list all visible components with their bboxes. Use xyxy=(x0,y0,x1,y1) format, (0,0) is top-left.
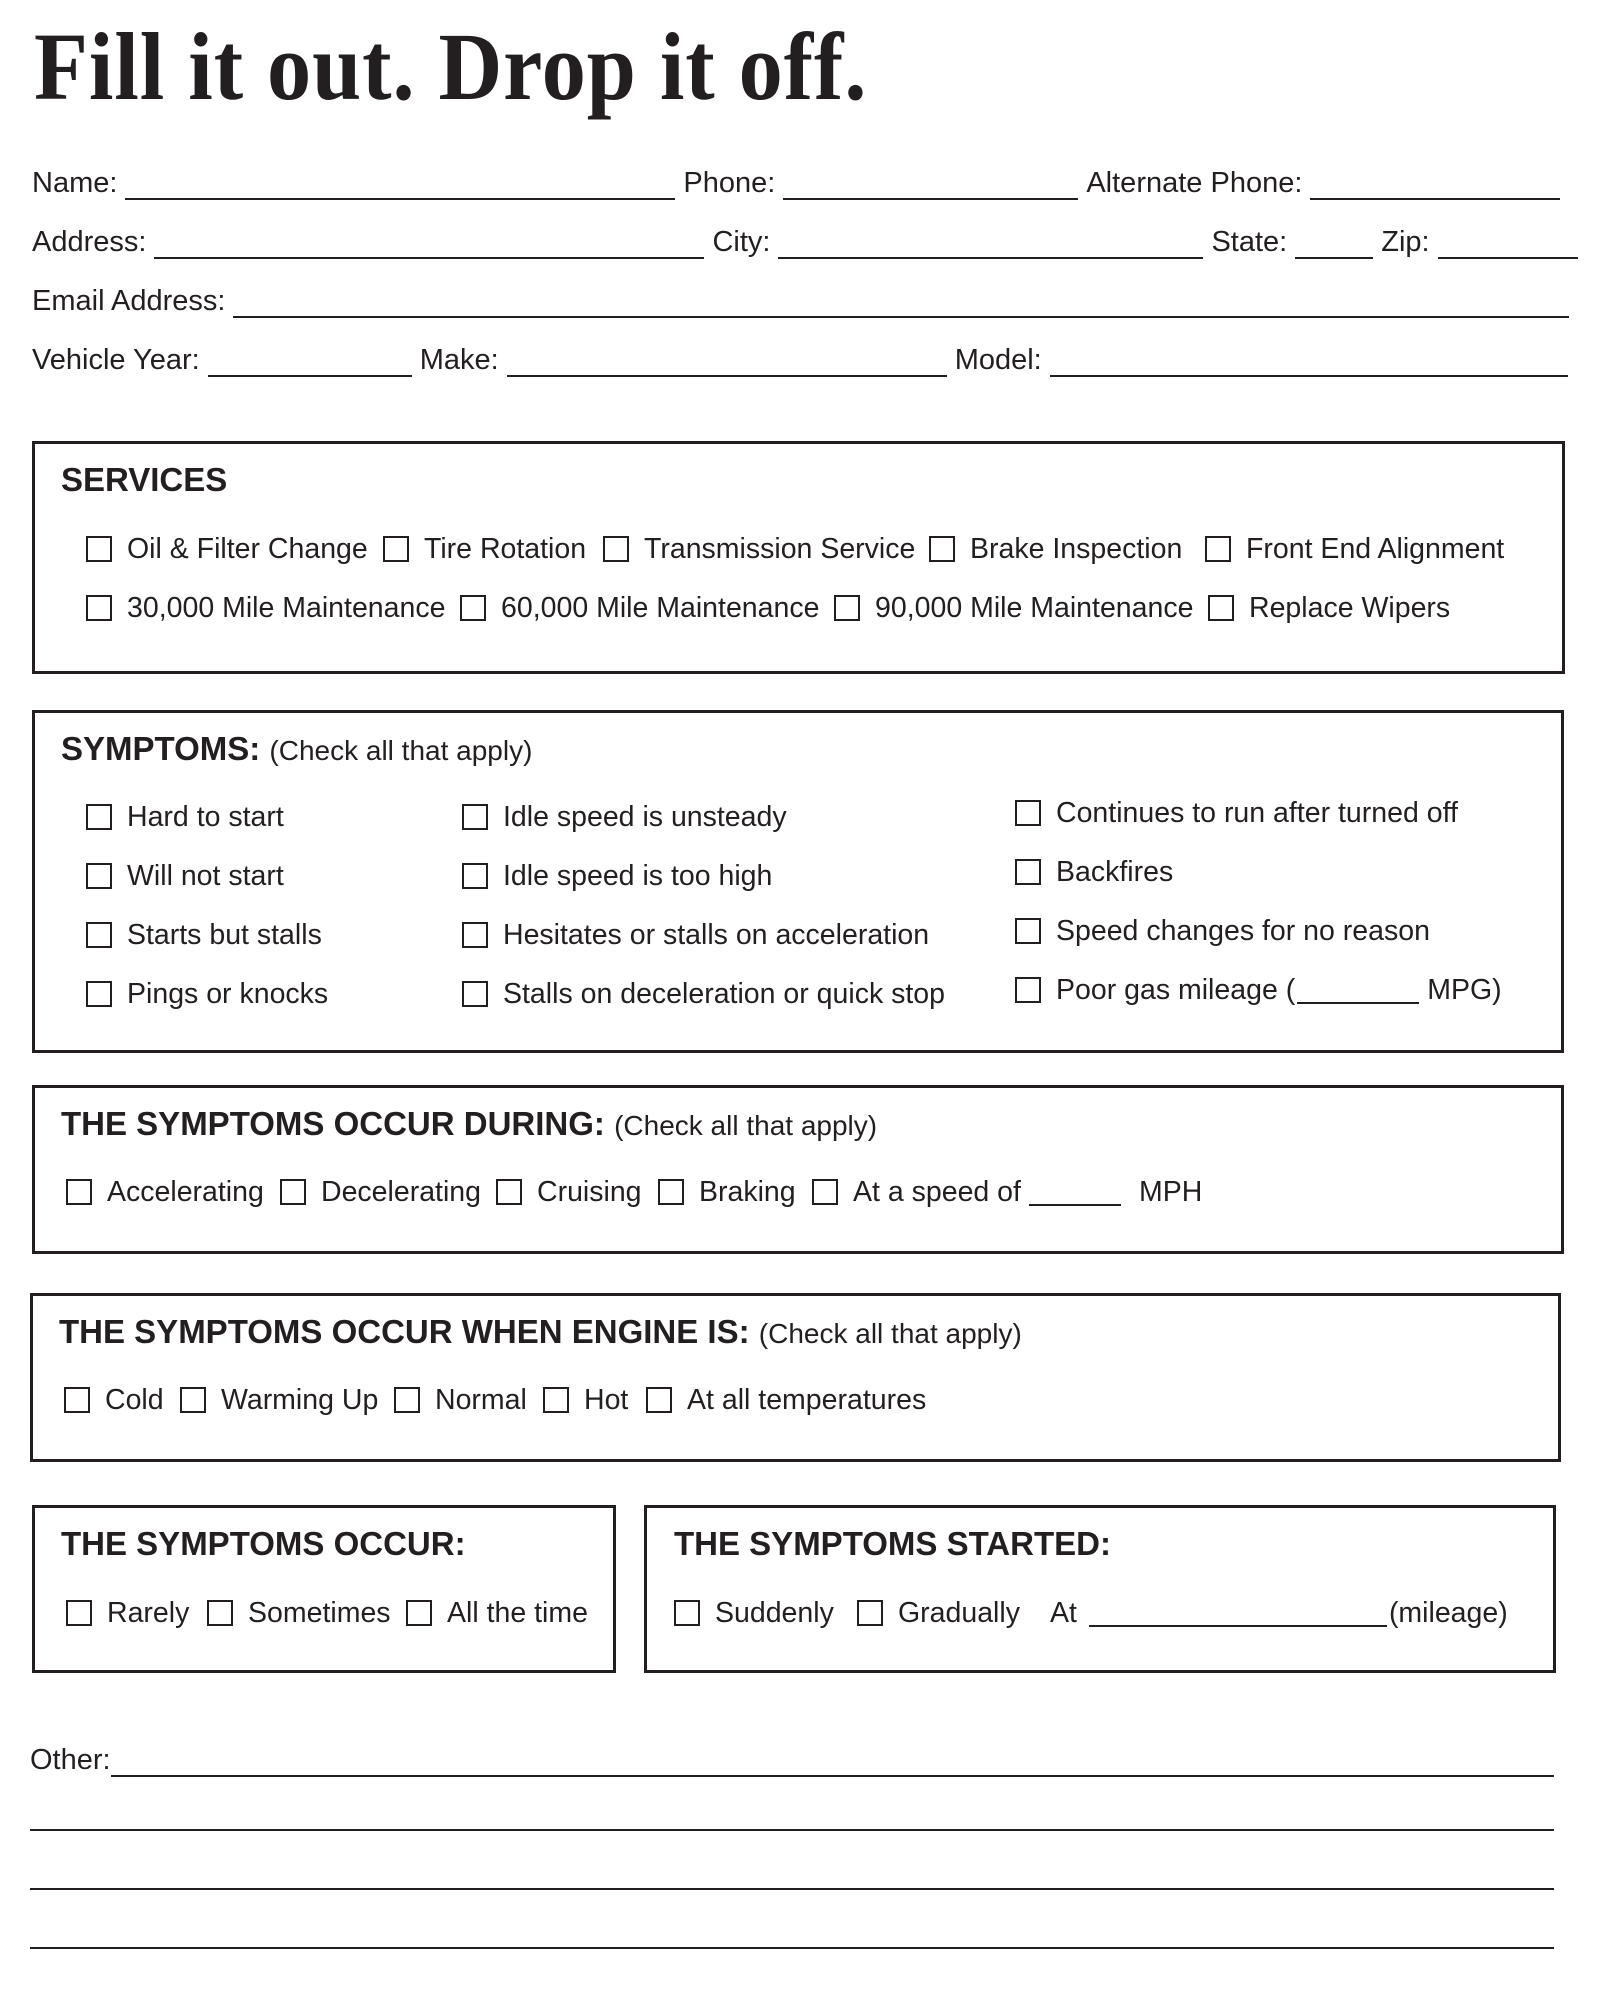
checkbox[interactable] xyxy=(603,536,629,562)
checkbox[interactable] xyxy=(86,863,112,889)
form-title: Fill it out. Drop it off. xyxy=(34,13,868,120)
other-line-2[interactable] xyxy=(30,1829,1554,1831)
checkbox[interactable] xyxy=(86,536,112,562)
service-transmission[interactable]: Transmission Service xyxy=(603,533,915,565)
mpg-field[interactable] xyxy=(1297,976,1419,1004)
other-row xyxy=(30,1743,1554,1777)
city-field[interactable] xyxy=(778,227,1203,259)
symptom-pings-or-knocks[interactable]: Pings or knocks xyxy=(86,978,328,1010)
service-replace-wipers[interactable]: Replace Wipers xyxy=(1208,592,1450,624)
checkbox[interactable] xyxy=(1208,595,1234,621)
make-field[interactable] xyxy=(507,345,947,377)
contact-row-1 xyxy=(32,166,1568,200)
checkbox[interactable] xyxy=(462,804,488,830)
engine-normal[interactable]: Normal xyxy=(394,1384,527,1416)
city-label: City: xyxy=(712,226,771,258)
started-at-mileage: At (mileage) xyxy=(1050,1597,1508,1629)
checkbox[interactable] xyxy=(834,595,860,621)
engine-cold[interactable]: Cold xyxy=(64,1384,164,1416)
symptom-idle-unsteady[interactable]: Idle speed is unsteady xyxy=(462,801,787,833)
service-tire-rotation[interactable]: Tire Rotation xyxy=(383,533,586,565)
email-field[interactable] xyxy=(233,286,1569,318)
checkbox[interactable] xyxy=(406,1600,432,1626)
service-brake-inspection[interactable]: Brake Inspection xyxy=(929,533,1182,565)
checkbox[interactable] xyxy=(280,1179,306,1205)
during-cruising[interactable]: Cruising xyxy=(496,1176,642,1208)
checkbox[interactable] xyxy=(462,981,488,1007)
started-suddenly[interactable]: Suddenly xyxy=(674,1597,834,1629)
symptom-will-not-start[interactable]: Will not start xyxy=(86,860,284,892)
checkbox[interactable] xyxy=(86,804,112,830)
contact-row-3 xyxy=(32,284,1577,318)
address-label: Address: xyxy=(32,226,147,258)
other-line-4[interactable] xyxy=(30,1947,1554,1949)
checkbox[interactable] xyxy=(857,1600,883,1626)
checkbox[interactable] xyxy=(543,1387,569,1413)
model-field[interactable] xyxy=(1050,345,1568,377)
phone-label: Phone: xyxy=(683,167,776,199)
symptom-hesitates-acceleration[interactable]: Hesitates or stalls on acceleration xyxy=(462,919,929,951)
checkbox[interactable] xyxy=(462,863,488,889)
vehicle-year-label: Vehicle Year: xyxy=(32,344,200,376)
service-30000-mile[interactable]: 30,000 Mile Maintenance xyxy=(86,592,445,624)
checkbox[interactable] xyxy=(462,922,488,948)
checkbox[interactable] xyxy=(86,981,112,1007)
other-label: Other: xyxy=(30,1744,111,1776)
during-heading: THE SYMPTOMS OCCUR DURING: (Check all that apply) xyxy=(61,1105,878,1142)
symptom-runs-after-off[interactable]: Continues to run after turned off xyxy=(1015,797,1458,829)
name-field[interactable] xyxy=(125,168,675,200)
other-field[interactable] xyxy=(111,1745,1554,1777)
zip-field[interactable] xyxy=(1438,227,1578,259)
during-decelerating[interactable]: Decelerating xyxy=(280,1176,481,1208)
during-accelerating[interactable]: Accelerating xyxy=(66,1176,264,1208)
symptom-stalls-deceleration[interactable]: Stalls on deceleration or quick stop xyxy=(462,978,945,1010)
checkbox[interactable] xyxy=(646,1387,672,1413)
started-gradually[interactable]: Gradually xyxy=(857,1597,1020,1629)
checkbox[interactable] xyxy=(1015,859,1041,885)
state-label: State: xyxy=(1211,226,1288,258)
alternate-phone-label: Alternate Phone: xyxy=(1086,167,1303,199)
contact-row-2 xyxy=(32,225,1586,259)
phone-field[interactable] xyxy=(783,168,1078,200)
other-line-3[interactable] xyxy=(30,1888,1554,1890)
service-90000-mile[interactable]: 90,000 Mile Maintenance xyxy=(834,592,1193,624)
checkbox[interactable] xyxy=(66,1179,92,1205)
checkbox[interactable] xyxy=(929,536,955,562)
checkbox[interactable] xyxy=(66,1600,92,1626)
email-label: Email Address: xyxy=(32,285,226,317)
checkbox[interactable] xyxy=(460,595,486,621)
symptom-hard-to-start[interactable]: Hard to start xyxy=(86,801,284,833)
zip-label: Zip: xyxy=(1381,226,1430,258)
frequency-heading: THE SYMPTOMS OCCUR: xyxy=(61,1525,466,1562)
checkbox[interactable] xyxy=(383,536,409,562)
symptom-idle-too-high[interactable]: Idle speed is too high xyxy=(462,860,772,892)
service-front-end-alignment[interactable]: Front End Alignment xyxy=(1205,533,1504,565)
during-at-speed[interactable]: At a speed of MPH xyxy=(812,1176,1202,1208)
symptoms-heading: SYMPTOMS: (Check all that apply) xyxy=(61,730,533,767)
checkbox[interactable] xyxy=(658,1179,684,1205)
contact-row-4 xyxy=(32,343,1576,377)
checkbox[interactable] xyxy=(674,1600,700,1626)
checkbox[interactable] xyxy=(86,922,112,948)
symptom-poor-gas-mileage[interactable]: Poor gas mileage ( MPG) xyxy=(1015,974,1502,1006)
checkbox[interactable] xyxy=(496,1179,522,1205)
checkbox[interactable] xyxy=(207,1600,233,1626)
address-field[interactable] xyxy=(154,227,704,259)
checkbox[interactable] xyxy=(64,1387,90,1413)
checkbox[interactable] xyxy=(1015,918,1041,944)
engine-heading: THE SYMPTOMS OCCUR WHEN ENGINE IS: (Check all that apply) xyxy=(59,1313,1022,1350)
checkbox[interactable] xyxy=(394,1387,420,1413)
alternate-phone-field[interactable] xyxy=(1310,168,1560,200)
engine-warming-up[interactable]: Warming Up xyxy=(180,1384,378,1416)
checkbox[interactable] xyxy=(1015,977,1041,1003)
started-heading: THE SYMPTOMS STARTED: xyxy=(674,1525,1111,1562)
symptom-backfires[interactable]: Backfires xyxy=(1015,856,1173,888)
symptom-speed-changes[interactable]: Speed changes for no reason xyxy=(1015,915,1430,947)
service-oil-filter[interactable]: Oil & Filter Change xyxy=(86,533,368,565)
during-braking[interactable]: Braking xyxy=(658,1176,796,1208)
service-60000-mile[interactable]: 60,000 Mile Maintenance xyxy=(460,592,819,624)
checkbox[interactable] xyxy=(812,1179,838,1205)
checkbox[interactable] xyxy=(1205,536,1231,562)
checkbox[interactable] xyxy=(1015,800,1041,826)
frequency-rarely[interactable]: Rarely xyxy=(66,1597,189,1629)
frequency-all-the-time[interactable]: All the time xyxy=(406,1597,588,1629)
engine-hot[interactable]: Hot xyxy=(543,1384,628,1416)
model-label: Model: xyxy=(954,344,1042,376)
checkbox[interactable] xyxy=(180,1387,206,1413)
vehicle-year-field[interactable] xyxy=(208,345,412,377)
symptom-starts-but-stalls[interactable]: Starts but stalls xyxy=(86,919,322,951)
checkbox[interactable] xyxy=(86,595,112,621)
state-field[interactable] xyxy=(1295,227,1373,259)
name-label: Name: xyxy=(32,167,118,199)
speed-field[interactable] xyxy=(1029,1178,1121,1206)
mileage-field[interactable] xyxy=(1089,1599,1387,1627)
services-heading: SERVICES xyxy=(61,461,228,498)
engine-all-temperatures[interactable]: At all temperatures xyxy=(646,1384,926,1416)
make-label: Make: xyxy=(419,344,499,376)
frequency-sometimes[interactable]: Sometimes xyxy=(207,1597,391,1629)
